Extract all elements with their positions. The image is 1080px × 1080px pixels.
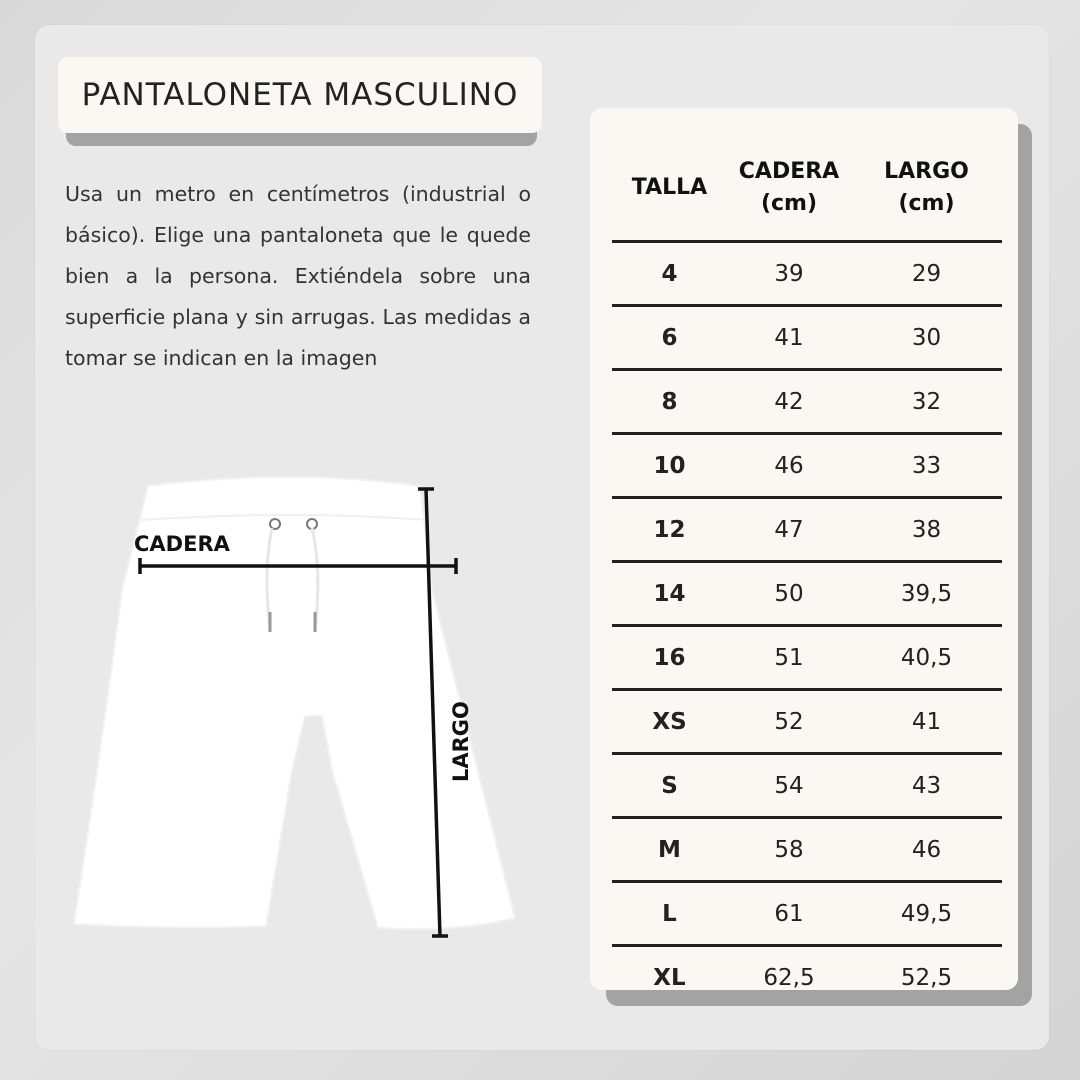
table-row [612,498,1002,562]
largo-label: LARGO [449,701,473,782]
instructions-text: Usa un metro en centímetros (industrial o básico). Elige una pantaloneta que le quede bien a la persona. Extiéndela sobre una superficie plana y sin arrugas. Las medidas a tomar se indican en la imagen [65,182,531,370]
cell-talla: 14 [612,562,727,626]
cell-largo: 29 [851,242,1002,306]
cell-talla: 6 [612,306,727,370]
size-table [612,146,1002,1008]
cell-largo: 49,5 [851,882,1002,946]
cell-talla: 12 [612,498,727,562]
cell-cadera: 39 [727,242,851,306]
table-row [612,626,1002,690]
cell-largo: 40,5 [851,626,1002,690]
cell-talla: 8 [612,370,727,434]
cell-largo: 46 [851,818,1002,882]
cadera-label: CADERA [134,532,230,556]
cell-talla: 16 [612,626,727,690]
cell-cadera: 51 [727,626,851,690]
cell-cadera: 58 [727,818,851,882]
cell-largo: 41 [851,690,1002,754]
page-title: PANTALONETA MASCULINO [81,77,519,113]
cell-cadera: 42 [727,370,851,434]
cell-talla: 4 [612,242,727,306]
table-row [612,690,1002,754]
table-row [612,946,1002,1009]
cell-cadera: 50 [727,562,851,626]
table-row [612,882,1002,946]
cell-cadera: 41 [727,306,851,370]
table-row [612,562,1002,626]
cell-cadera: 52 [727,690,851,754]
cell-talla: M [612,818,727,882]
title-card [58,57,542,133]
table-header-row [612,146,1002,242]
cell-talla: XL [653,964,686,991]
cell-talla: 10 [612,434,727,498]
table-row [612,434,1002,498]
eyelet-right-icon [307,519,317,529]
cell-talla: L [612,882,727,946]
table-row [612,754,1002,818]
header-largo: LARGO (cm) [851,146,1002,242]
cell-largo: 38 [851,498,1002,562]
cell-talla: XS [612,690,727,754]
header-cadera: CADERA (cm) [727,146,851,242]
cell-largo: 33 [851,434,1002,498]
eyelet-left-icon [270,519,280,529]
size-table-card [590,108,1018,990]
cell-largo: 52,5 [900,964,953,991]
table-row [612,370,1002,434]
shorts-measurement-figure [60,470,530,950]
table-row [612,818,1002,882]
cell-largo: 43 [851,754,1002,818]
table-row [612,306,1002,370]
cell-talla: S [612,754,727,818]
cell-cadera: 46 [727,434,851,498]
cell-cadera: 62,5 [763,964,815,991]
cell-largo: 30 [851,306,1002,370]
cell-largo: 32 [851,370,1002,434]
cell-cadera: 61 [727,882,851,946]
cell-largo: 39,5 [851,562,1002,626]
header-talla: TALLA [612,146,727,242]
cell-cadera: 47 [727,498,851,562]
table-row [612,242,1002,306]
cell-cadera: 54 [727,754,851,818]
